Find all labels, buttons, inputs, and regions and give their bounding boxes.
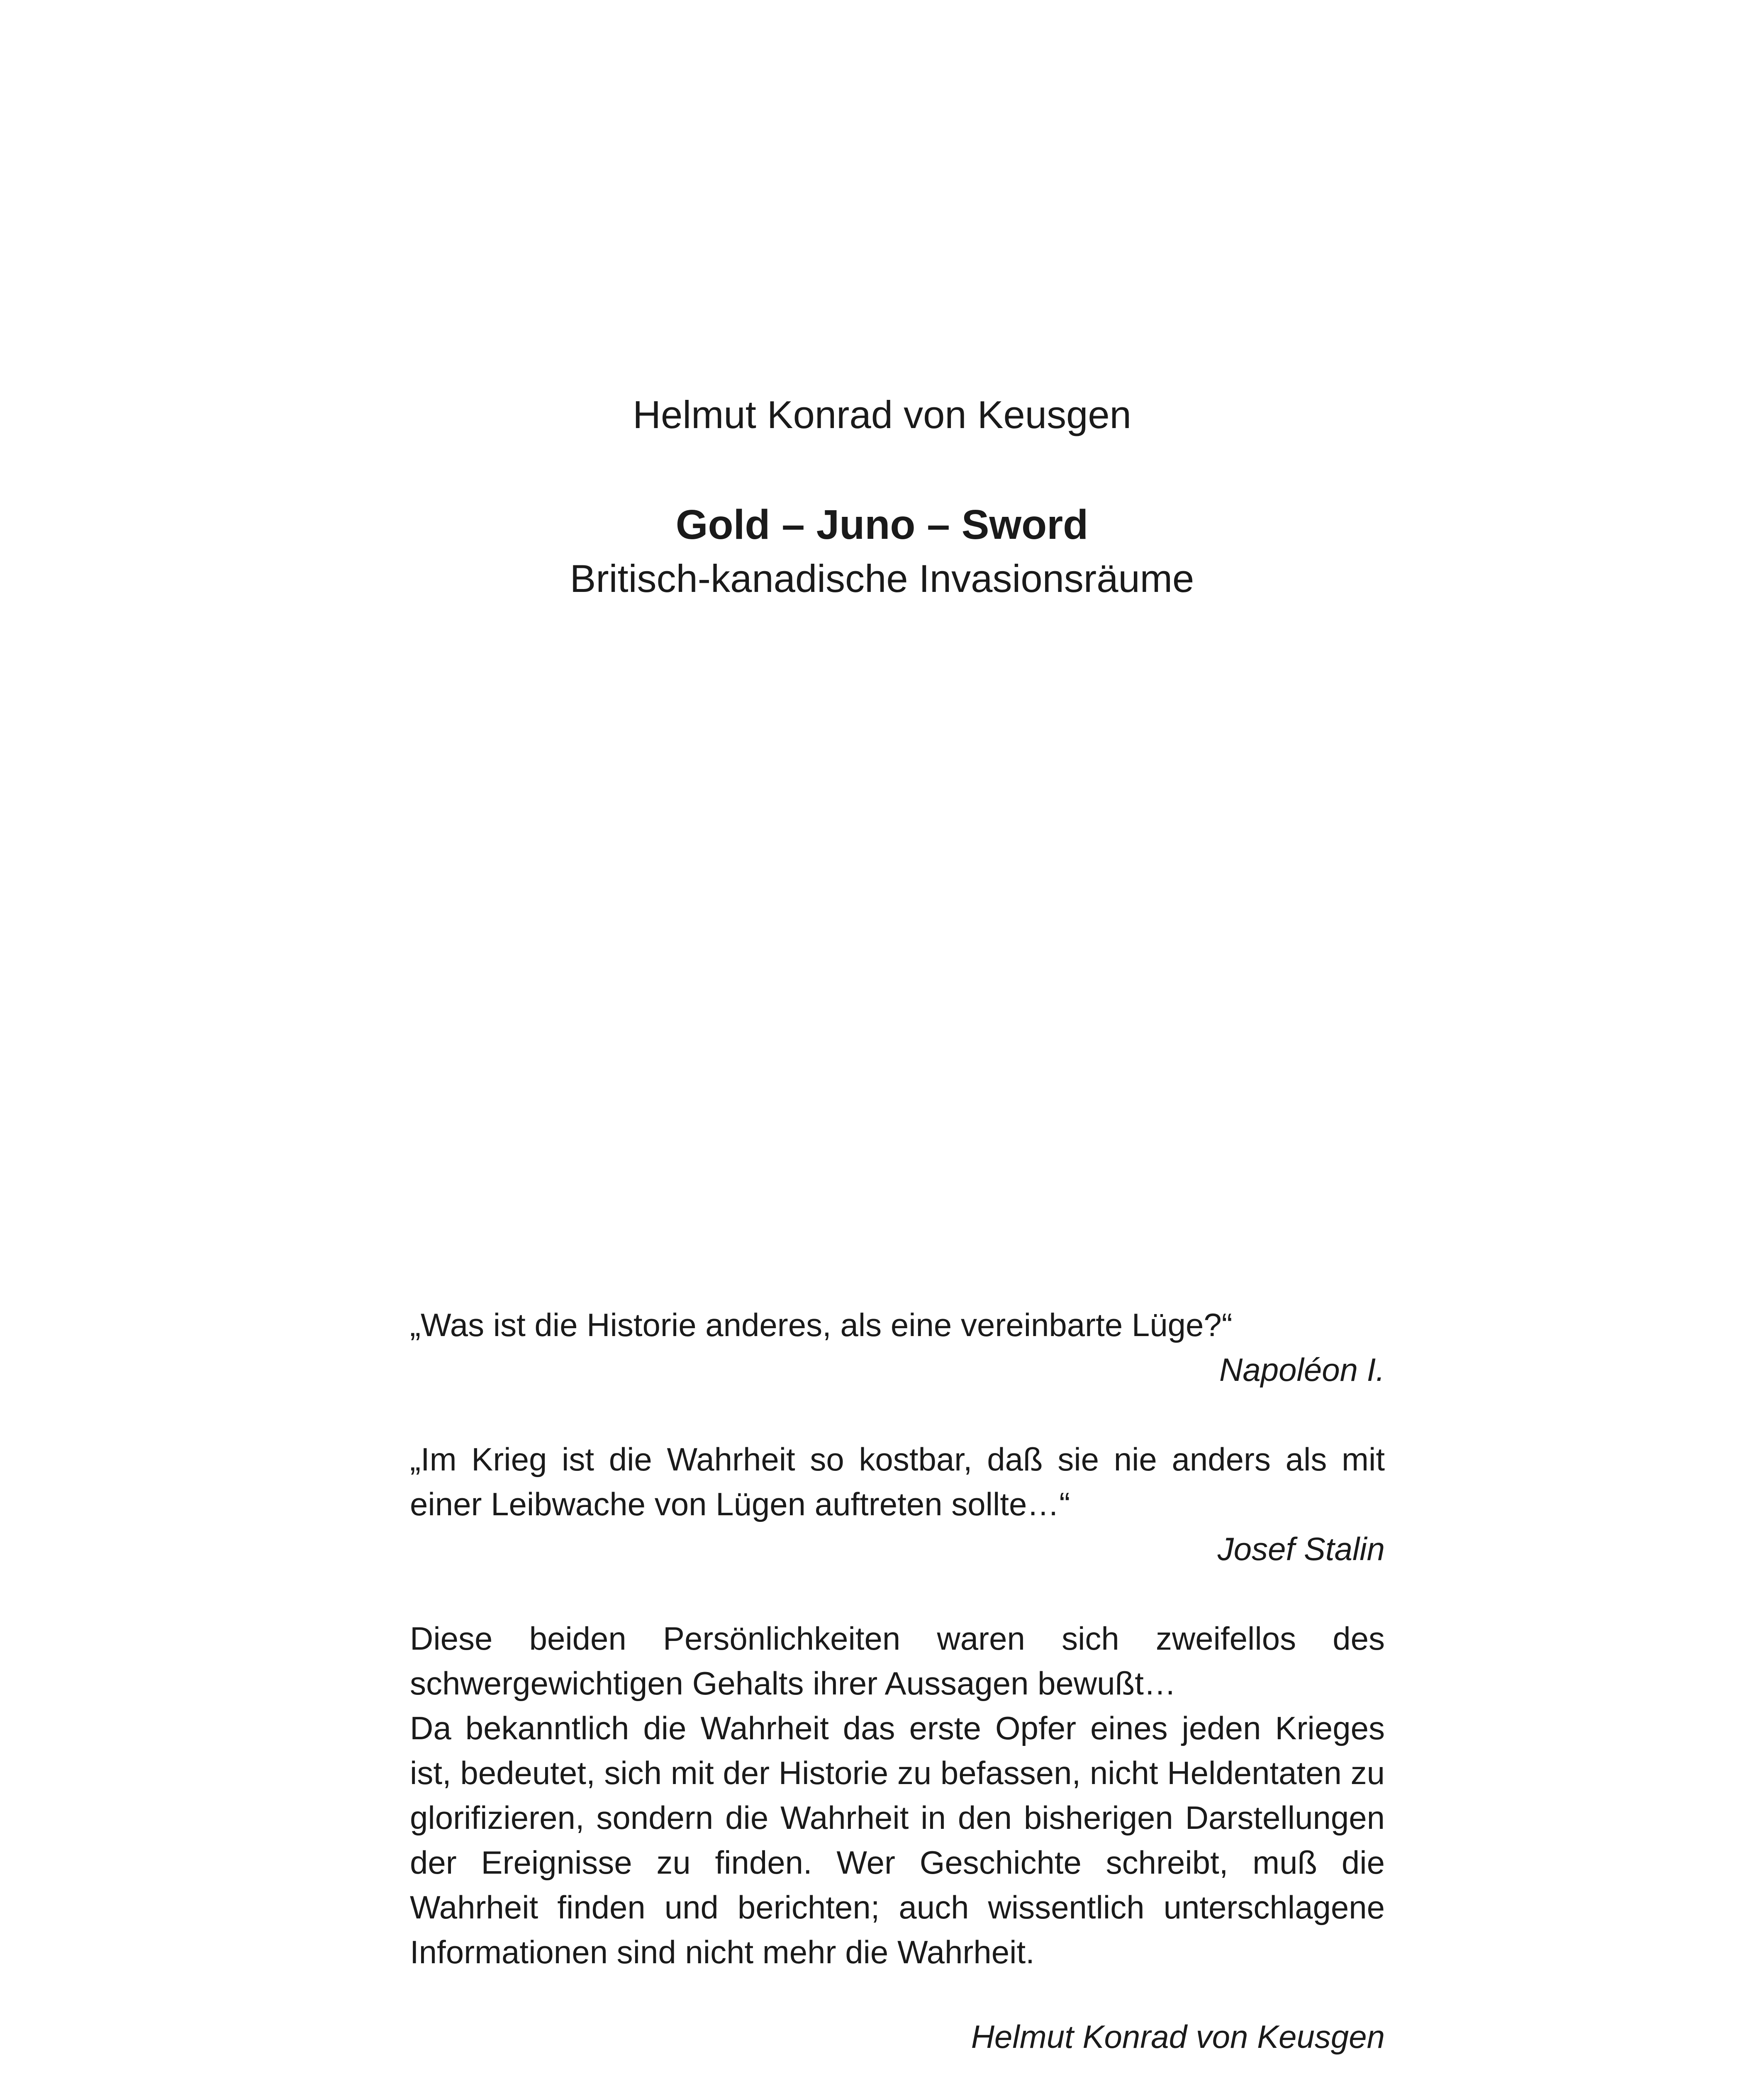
book-title: Gold – Juno – Sword	[675, 501, 1089, 548]
signature	[410, 2014, 1385, 2059]
quote-napoleon	[410, 1302, 1385, 1392]
quote-stalin	[410, 1437, 1385, 1571]
signature-name: Helmut Konrad von Keusgen	[971, 2018, 1385, 2055]
commentary-intro: Diese beiden Persönlichkeiten waren sich zweifellos des schwergewichtigen Gehalts ihrer Aussagen bewußt…	[410, 1620, 1385, 1702]
commentary-paragraph	[410, 1616, 1385, 1974]
author-name: Helmut Konrad von Keusgen	[633, 393, 1131, 436]
quote-attribution: Napoléon I.	[1219, 1351, 1385, 1388]
quote-text: „Was ist die Historie anderes, als eine vereinbarte Lüge?“	[410, 1307, 1233, 1343]
quote-text: „Im Krieg ist die Wahrheit so kostbar, daß sie nie anders als mit einer Leibwache von Lügen auftreten sollte…“	[410, 1441, 1385, 1522]
quote-attribution: Josef Stalin	[1217, 1531, 1385, 1567]
commentary-body: Da bekanntlich die Wahrheit das erste Opfer eines jeden Krieges ist, bedeutet, sich mit der Historie zu befassen, nicht Heldentaten zu glorifizieren, sondern die Wahrheit in den bisherigen Darstellungen der Ereignisse zu finden. Wer Geschichte schreibt, muß die Wahrheit finden und berichten; auch wissentlich unterschlagene Informationen sind nicht mehr die Wahrheit.	[410, 1710, 1385, 1970]
book-subtitle: Britisch-kanadische Invasionsräume	[570, 557, 1194, 600]
